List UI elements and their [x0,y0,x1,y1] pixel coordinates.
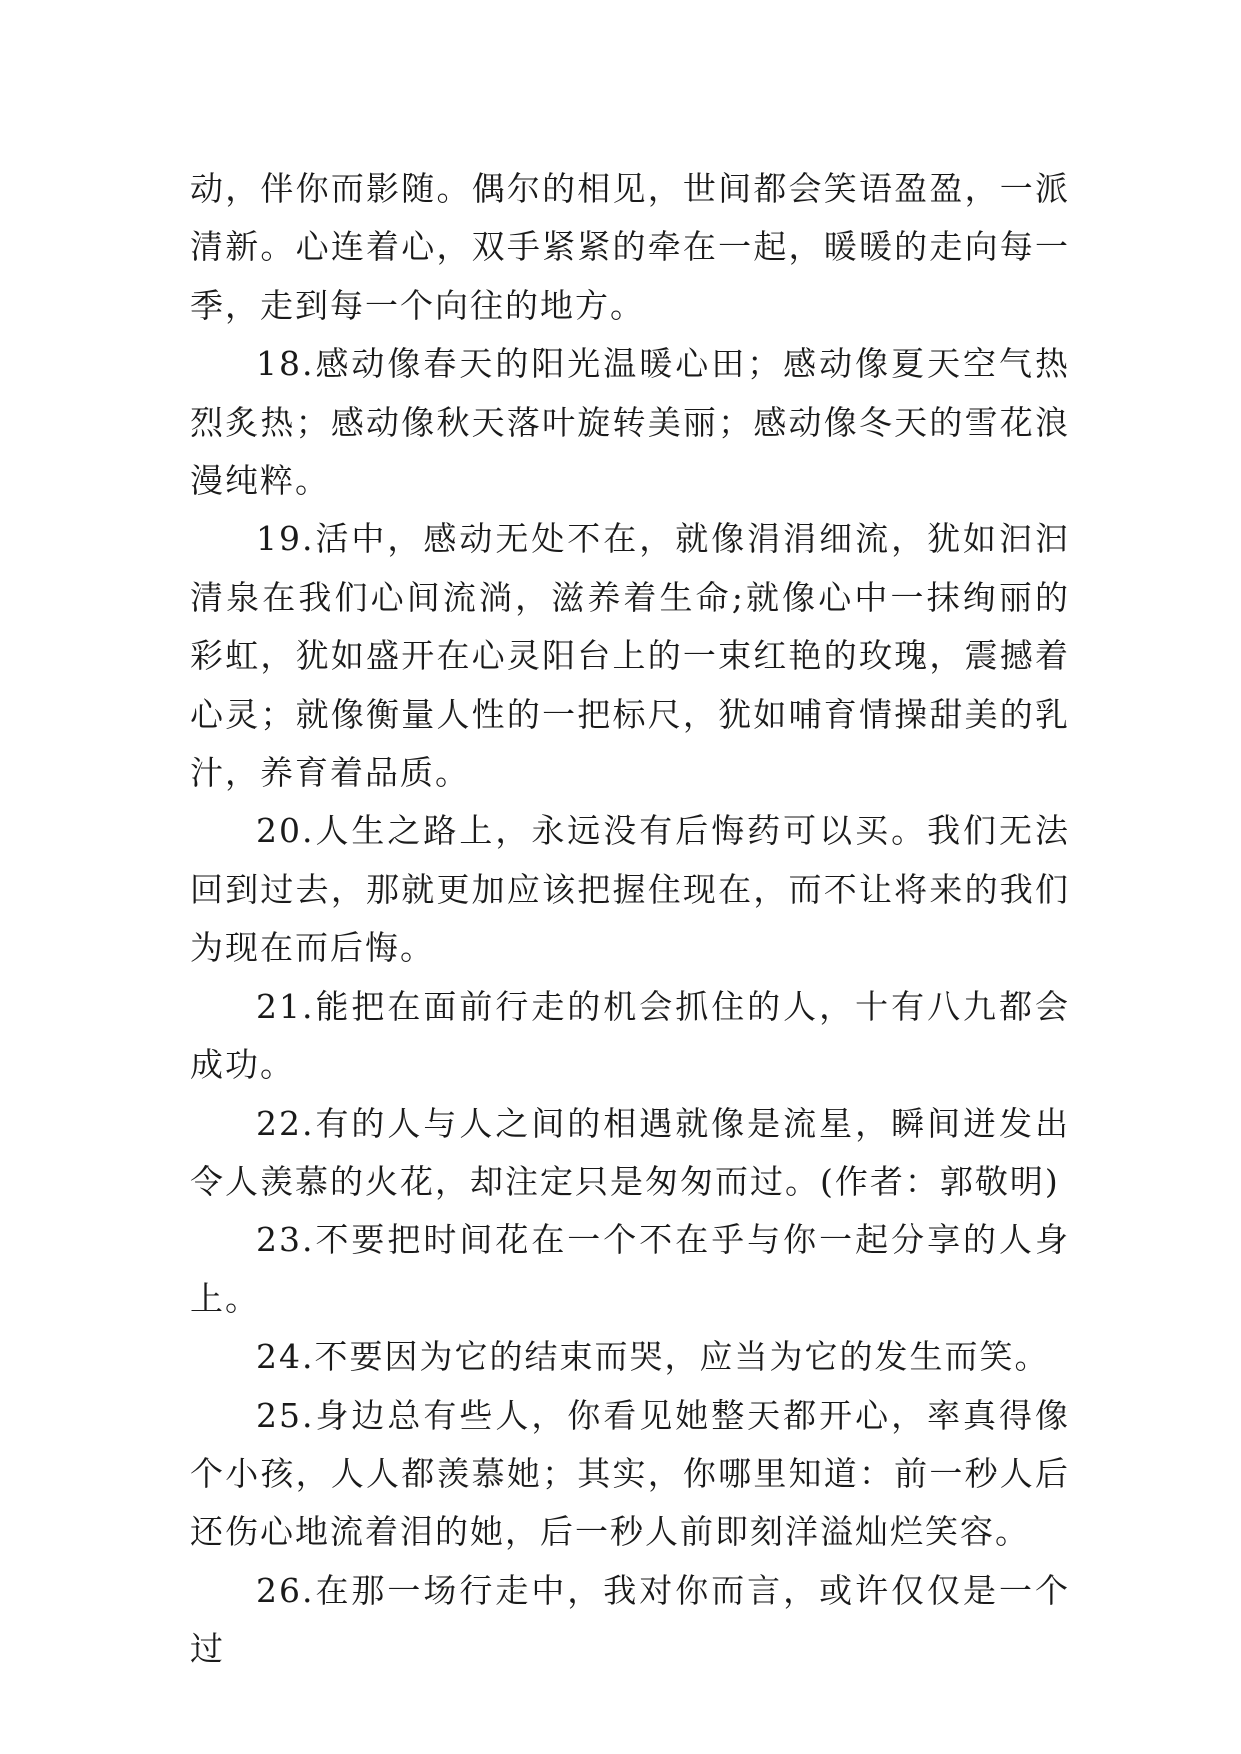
paragraph-19: 19.活中，感动无处不在，就像涓涓细流，犹如汩汩清泉在我们心间流淌，滋养着生命;就像心中一抹绚丽的彩虹，犹如盛开在心灵阳台上的一束红艳的玫瑰，震撼着心灵；就像衡量人性的一把标尺，犹如哺育情操甜美的乳汁，养育着品质。 [190,519,1070,793]
paragraph-23: 23.不要把时间花在一个不在乎与你一起分享的人身上。 [190,1220,1070,1318]
paragraph-24: 24.不要因为它的结束而哭，应当为它的发生而笑。 [256,1337,1050,1377]
paragraph-22: 22.有的人与人之间的相遇就像是流星，瞬间迸发出令人羡慕的火花，却注定只是匆匆而过。(作者：郭敬明) [190,1103,1070,1201]
paragraph-26: 26.在那一场行走中，我对你而言，或许仅仅是一个过 [190,1570,1070,1669]
paragraph-20: 20.人生之路上，永远没有后悔药可以买。我们无法回到过去，那就更加应该把握住现在，而不让将来的我们为现在而后悔。 [190,811,1070,968]
document-body [190,160,1070,1679]
paragraph-25: 25.身边总有些人，你看见她整天都开心，率真得像个小孩，人人都羡慕她；其实，你哪里知道：前一秒人后还伤心地流着泪的她，后一秒人前即刻洋溢灿烂笑容。 [190,1395,1070,1552]
paragraph-21: 21.能把在面前行走的机会抓住的人，十有八九都会成功。 [190,986,1070,1085]
paragraph-18: 18.感动像春天的阳光温暖心田；感动像夏天空气热烈炙热；感动像秋天落叶旋转美丽；感动像冬天的雪花浪漫纯粹。 [190,344,1070,501]
paragraph-continued: 动，伴你而影随。偶尔的相见，世间都会笑语盈盈，一派清新。心连着心，双手紧紧的牵在一起，暖暖的走向每一季，走到每一个向往的地方。 [190,169,1070,325]
